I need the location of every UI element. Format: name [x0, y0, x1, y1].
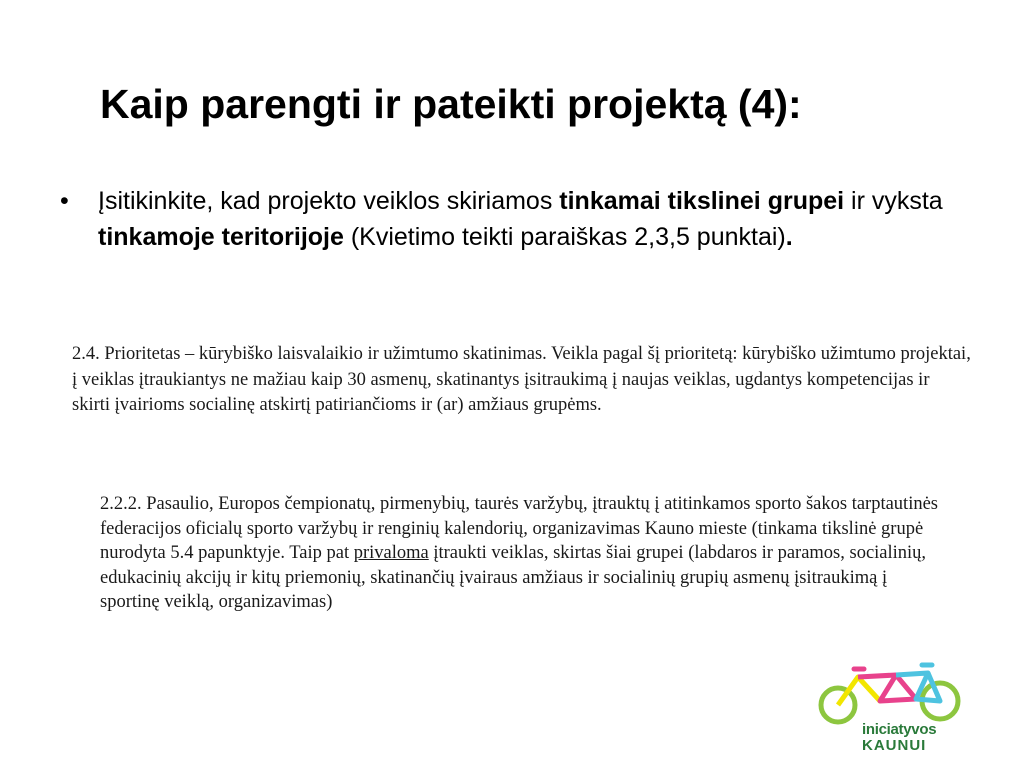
bullet-text [98, 184, 960, 255]
bullet-text-part: (Kvietimo teikti paraiškas 2,3,5 punktai) [343, 222, 786, 251]
slide-title: Kaip parengti ir pateikti projektą (4): [100, 81, 802, 127]
bullet-text-part: Įsitikinkite, kad projekto veiklos skiriamos [98, 187, 560, 215]
excerpt-priority-2-4: 2.4. Prioritetas – kūrybiško laisvalaikio ir užimtumo skatinimas. Veikla pagal šį prioritetą: kūrybiško užimtumo projektai, į veiklas įtraukiantys ne mažiau kaip 30 asmenų, skatinantys įsitraukimą į naujas veiklas, ugdantys kompetencijas ir skirti įvairioms socialinę atskirtį patiriančioms ir (ar) amžiaus grupėms. [72, 344, 971, 416]
excerpt-text-part: 2.2.2. Pasaulio, Europos čempionatų, pirmenybių, taurės varžybų, įtrauktų į atitinkamos sporto šakos tarptautinės federacijos oficialų sporto varžybų ir renginių kalendorių, organizavimas Kauno mieste (tinkama tikslinė grupė nurodyta 5.4 papunktyje. Taip pat [100, 494, 938, 564]
bullet-emphasis-target-group: tinkamai tikslinei grupei [559, 187, 845, 215]
bullet-period: . [785, 222, 793, 251]
bullet-marker: • [60, 187, 69, 215]
excerpt-text-part: įtraukti veiklas, skirtas šiai grupei (labdaros ir paramos, socialinių, edukacinių akcijų ir kitų priemonių, skatinančių įvairaus amžiaus ir socialinių grupių asmenų įsitraukimą į sportinę veiklą, organizavimas) [100, 543, 927, 613]
bullet-emphasis-territory: tinkamoje teritorijoje [98, 222, 344, 251]
bullet-item [60, 184, 960, 255]
excerpt-underlined-word: privaloma [353, 543, 429, 564]
iniciatyvos-kaunui-logo [800, 655, 980, 765]
excerpt-priority-2-2-2 [100, 492, 940, 615]
logo-text-line2: KAUNUI [862, 737, 927, 754]
logo-text-line1: iniciatyvos [862, 721, 937, 738]
bicycle-frame-cyan [896, 673, 940, 701]
bullet-text-part: ir vyksta [844, 187, 943, 215]
